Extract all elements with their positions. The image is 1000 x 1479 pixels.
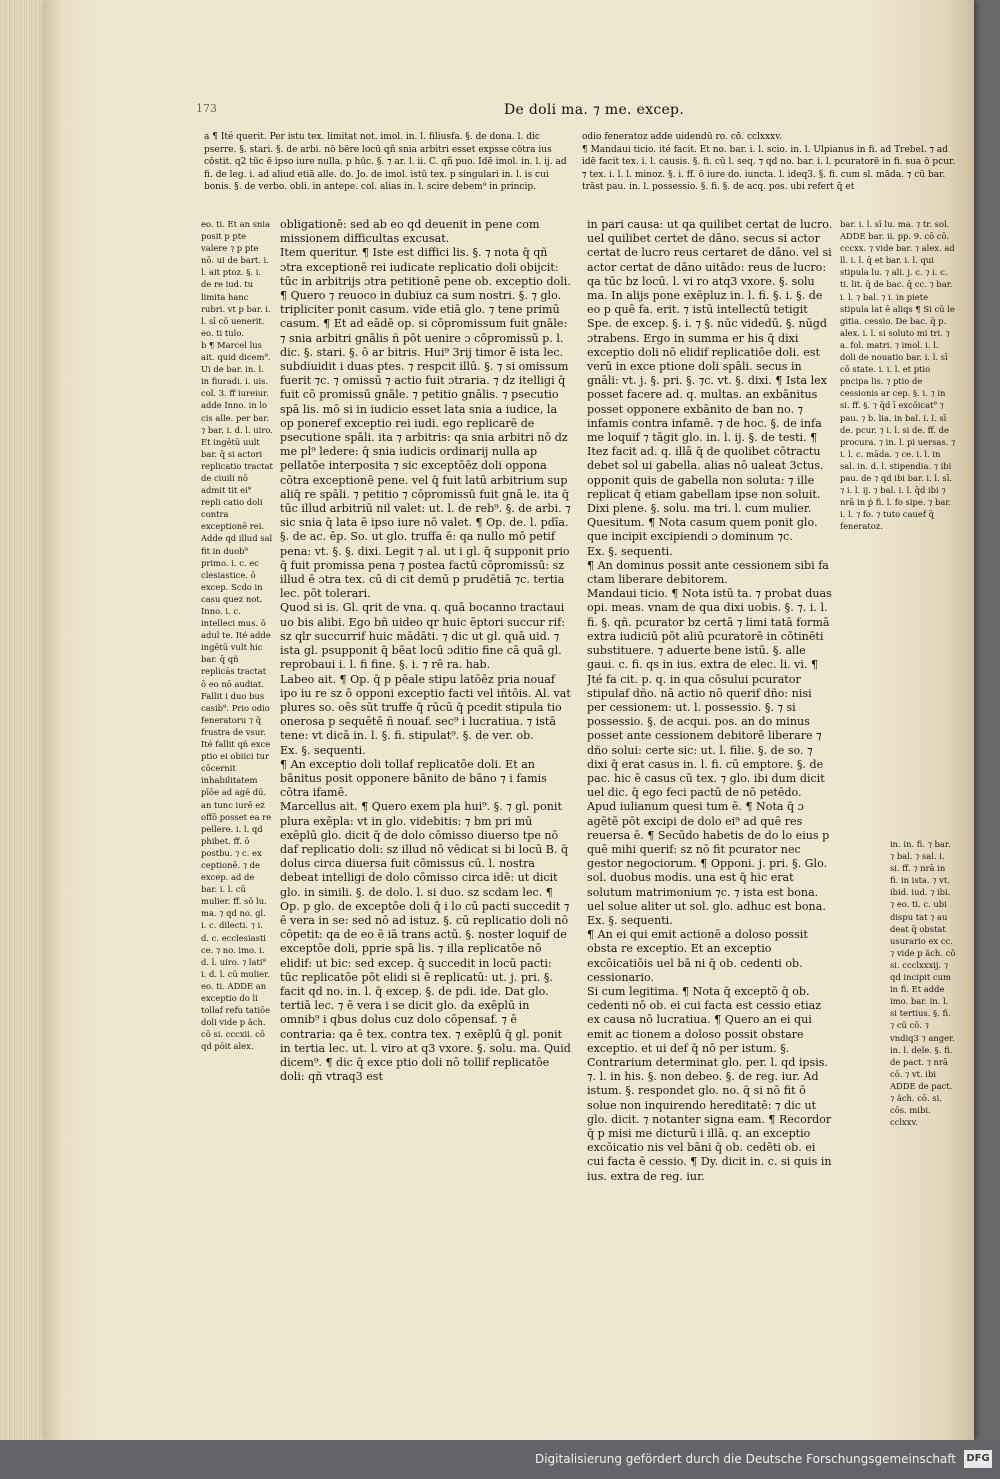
gloss-left-margin: eo. ti. Et an snia posit p pte valere ⁊ p pte nō. ui de bart. i. l. ait ptoz. §. i. de re iud. tu limita hanc rubri. vt p bar. i. l. sī cō uenerit. eo. ti tulo. b ¶ Marcel lus ait. quid dicem⁹. Ui de bar. in. l. in fiuradi. i. uis. col. 3. ff iureiur. adde Inno. in lo cis alle. per bar. ⁊ bar. i. d. l. uiro. Et ingētū uult bar. q̄ si actori replicatio tractat de ciuili nō admit tit ei⁹ repli catio doli contra exceptionē rei. Adde qd illud sal fit in duob⁹ primo. i. c. ec clesiastice. ō excep. Scdo in casu quez not. Inno. i. c. intelleci mus. ō adul te. Ité adde ingētū vult hic bar. q̄ qñ replicās tractat ō eo nō audiat. Fallit i duo bus casib⁹. Prio odio feneratoru ⁊ q̄ frustra de vsur. Ité fallit qñ exce ptio ei obiici tur cōcernit inhabilitatem pīōe ad agē dū. an tunc iurē ez offō posset ea re pellere. i. l. qd phibet. ff. ō postbu. ⁊ c. ex ceptionē. ⁊ de excep. ad de bar. i. l. cū mulier. ff. sō lu. ma. ⁊ qd no. gl. i. c. dilecti. ⁊ i. d. c. ecclesiasti ce. ⁊ no. imo. i. d. l. uiro. ⁊ lati⁹ i. d. l. cū mulier. eo. ti. ADDE an exceptio do li tollaf refu tatiōe doli vide p ãch. cō si. cccxii. cō qd pōit alex. [201, 219, 273, 1052]
gloss-right-margin-lower: in. in. fi. ⁊ bar. ⁊ bal. ⁊ sal. i. si. ff. ⁊ nrā in fi. in ista. ⁊ vt. ibid. iud. ⁊ ibi. ⁊ eo. ti. c. ubi dispu tat ⁊ au deat q̄ obstat usurario ex cc. ⁊ vide p ãch. cō si. ccclxxxij. ⁊ qd incipit cum in fi. Et adde imo. bar. in. l. si tertius. §. fi. ⁊ cū cō. ⁊ vndiq3 ⁊ anger. in. l. dele. §. fi. de pact. ⁊ nrā cō. ⁊ vt. ibi ADDE de pact. ⁊ ãch. cō. si. cōs. mibi. cclxxv. [890, 839, 956, 1128]
footer-credit: Digitalisierung gefördert durch die Deutsche Forschungsgemeinschaft [534, 1452, 956, 1466]
gloss-top-left: a ¶ Ité querit. Per istu tex. limitat not. imol. in. l. filiusfa. §. de dona. l. dic pserre. §. stari. §. de arbi. nō bēre locū qñ snia arbitri esset expsse cōtra ius cōstit. q2 tūc ē ipso iure nulla. p hūc. §. ⁊ ar. l. ii. C. qñ puo. Idē imol. in. l. ij. ad fi. de leg. i. ad aliud etiā alle. do. Jo. de imol. istū tex. p singulari in. l. is cui bonis. §. de verbo. obli. in antepe. col. alias in. l. scire debem⁹ in princip. [204, 132, 567, 193]
book-page [44, 0, 974, 1440]
main-text-column-right: in pari causa: ut qa quilibet certat de lucro. uel quilibet certet de dāno. secus si actor certat de lucro reus certaret de dāno. vel si actor certat de dāno uitādo: reus de lucro: qa tūc bz locū. l. vi ro atq3 vxore. §. solu ma. In alijs pone exēpluz in. l. fi. §. i. §. de eo p quē fa. erit. ⁊ istū intellectū tetigit Spe. de excep. §. i. ⁊ §. nūc videdū. §. nūgd ɔtrabens. Ergo in summa er his q̄ dixi exceptio doli nō elidif replicatiōe doli. est verū in exce ptione doli spāli. secus in gnāli: vt. j. §. pri. §. ⁊c. vt. §. dixi. ¶ Ista lex posset facere ad. q. multas. an exbānitus posset opponere exbānito de ban no. ⁊ infamis contra infamē. ⁊ de hoc. §. de infa me loquif ⁊ tāgit glo. in. l. ij. §. de testi. ¶ Itez facit ad. q. illā q̄ de quolibet cōtractu debet sol ui gabella. alias nō ualeat 3ctus. opponit quis de gabella non soluta: ⁊ ille replicat q̄ etiam gabellam ipse non soluit. Dixi plene. §. solu. ma tri. l. cum mulier. Quesitum. ¶ Nota casum quem ponit glo. que incipit excipiendi ɔ dominum ⁊c. Ex. §. sequenti. ¶ An dominus possit ante cessionem sibi fa ctam liberare debitorem. Mandaui ticio. ¶ Nota istū ta. ⁊ probat duas opi. meas. vnam de qua dixi uobis. §. ⁊. i. l. fi. §. qñ. pcurator bz certā ⁊ limi tatā formā extra iudiciū pōt aliū pcuratorē in cōtinēti substituere. ⁊ aduerte bene istū. §. alle gaui. c. fi. qs in ius. extra de elec. li. vi. ¶ Jté fa cit. p. q. in qua cōsului pcurator stipulaf dño. nā actio nō querif dño: nisi per cessionem: ut. l. possessio. §. ⁊ si possessio. §. de acqui. pos. an do minus posset ante cessionem debitorē liberare ⁊ dño solui: certe sic: ut. l. filie. §. de so. ⁊ dixi q̄ erat casus in. l. fi. cū emptore. §. de pac. hic ē casus cū tex. ⁊ glo. ibi dum dicit uel dic. q̄ ego feci pactū de nō petēdo. Apud iulianum quesi tum ē. ¶ Nota q̄ ɔ agētē pōt excipi de dolo ei⁹ ad quē res reuersa ē. ¶ Secūdo habetis de do lo eius p quē mihi querif: sz nō fit pcurator nec gestor negociorum. ¶ Opponi. j. pri. §. Glo. sol. duobus modis. una est q̄ hic erat solutum matrimonium ⁊c. ⁊ ista est bona. uel solue aliter ut sol. glo. adhuc est bona. Ex. §. sequenti. ¶ An ei qui emit actionē a doloso possit obsta re exceptio. Et an exceptio excōicatiōis uel bā ni q̄ ob. cedenti ob. cessionario. Si cum legitima. ¶ Nota q̄ exceptō q̄ ob. cedenti nō ob. ei cui facta est cessio etiaz ex causa nō lucratiua. ¶ Quero an ei qui emit ac tionem a doloso possit obstare exceptio. et ui def q̄ nō per istum. §. Contrarium determinat glo. per. l. qd ipsis. ⁊. l. in his. §. non debeo. §. de reg. iur. Ad istum. §. respondet glo. no. q̄ si nō fit ō solue non inquirendo hereditatē: ⁊ dic ut glo. dicit. ⁊ notanter signa eam. ¶ Recordor q̄ p misi me dicturū i illā. q. an exceptio excōicatio nis vel bāni q̄ ob. cedēti ob. ei cui facta ē cessio. ¶ Dy. dicit in. c. si quis in ius. extra de reg. iur. [587, 218, 833, 1183]
footer-bar [0, 1440, 1000, 1479]
running-title: De doli ma. ⁊ me. excep. [504, 102, 685, 118]
book-page-edges [0, 0, 46, 1440]
main-text-column-left: obligationē: sed ab eo qd deuenit in pene com missionem difficultas excusat. Item queritur. ¶ Iste est diffici lis. §. ⁊ nota q̄ qñ ɔtra exceptionē rei iudicate replicatio doli obijcit: tūc in arbitrijs ɔtra petitionē pene ob. exceptio doli. ¶ Quero ⁊ reuoco in dubiuz ca sum nostri. §. ⁊ glo. tripliciter ponit casum. vide etiā glo. ⁊ tene primū casum. ¶ Et ad eādē op. si cōpromissum fuit gnāle: ⁊ snia arbitri gnālis ñ pōt uenire ɔ cōpromissū p. l. dic. §. stari. §. ō ar bitris. Hui⁹ 3rij timor ē ista lec. subdiuidit i duas ptes. ⁊ respcit illū. §. ⁊ si omissum fuerit ⁊c. ⁊ omissū ⁊ actio fuit ɔtraria. ⁊ dz itelligi q̄ fuit cō promissū gnāle. ⁊ petitio gnālis. ⁊ psecutio spā lis. mō si in iudicio esset lata snia a iudice, la op poneref exceptio rei iudi. ego replicarē de psecutione spāli. ita ⁊ arbitris: qa snia arbitri nō dz me pl⁹ ledere: q̄ snia iudicis ordinarij nulla ap pellatōe interposita ⁊ sic exceptōēz doli oppona cōtra exceptionē pene. vel q̄ fuit latū arbitrium sup aliq̄ re spāli. ⁊ petitio ⁊ cōpromissū fuit gnā le. ita q̄ tūc illud arbitriū nil valet: ut. l. de reb⁹. §. de arbi. ⁊ sic snia q̄ lata ē ipso iure nō valet. ¶ Op. de. l. pdīa. §. de ac. ēp. So. ut glo. truffa ē: qa nullo mō petif pena: vt. §. §. dixi. Legit ⁊ al. ut i gl. q̄ supponit prio q̄ fuit promissa pena ⁊ postea factū cōpromissū: sz illud ē ɔtra tex. cū di cit demū p prudētiā ⁊c. tertia lec. pōt tolerari. Quod si is. Gl. qrit de vna. q. quā bocanno tractaui uo bis alibi. Ego bñ uideo qr huic ēptori succur rif: sz qlr succurrif huic mādāti. ⁊ dic ut gl. quā uid. ⁊ ista gl. psupponit q̄ bēat locū ɔditio fine cā quā gl. reprobaui i. l. fi fine. §. i. ⁊ rē ra. hab. Labeo ait. ¶ Op. q̄ p pēale stipu latōēz pria nouaf ipo iu re sz ō opponi exceptio facti vel iñtōis. Al. vat plures so. oēs sūt truffe q̄ rūcū q̄ pcedit stipula tio onerosa p sequētē ñ nouaf. sec⁹ i lucratiua. ⁊ istā tene: vt dicā in. l. §. fi. stipulat⁹. §. de ver. ob. Ex. §. sequenti. ¶ An exceptio doli tollaf replicatōe doli. Et an bānitus posit opponere bānito de bāno ⁊ i famis cōtra ifamē. Marcellus ait. ¶ Quero exem pla hui⁹. §. ⁊ gl. ponit plura exēpla: vt in glo. videbitis: ⁊ bm pri mū exēplū glo. dicit q̄ de dolo cōmisso diuerso tpe nō daf replicatio doli: sz illud nō vēdicat si bi locū B. q̄ dolus circa diuersa fuit cōmissus cū. l. nostra debeat intelligi de dolo cōmisso circa idē: ut dicit glo. in simili. §. de dolo. l. si duo. sz scdam lec. ¶ Op. p glo. de exceptōe doli q̄ i lo cū pacti succedit ⁊ ē vera in se: sed nō ad istuz. §. cū replicatio doli nō cōpetit: qa de eo ē iā trans actū. §. noster loquif de exceptōe doli, pprie spā lis. ⁊ illa replicatōe nō elidif: ut bic: sed excep. q̄ succedit in locū pacti: tūc replicatōe pōt elidi si ē replicatū: ut. j. pri. §. facit qd no. in. l. q̄ excep. §. de pdi. ide. Dat glo. tertiā lec. ⁊ ē vera i se dicit glo. da exēplū in omnib⁹ i qbus dolus cuz dolo cōpensaf. ⁊ ē contraria: qa ē tex. contra tex. ⁊ exēplū q̄ gl. ponit in tertia lec. ut. l. viro at q3 vxore. §. solu. ma. Quid dicem⁹. ¶ dic q̄ exce ptio doli nō tollif replicatōe doli: qñ vtraq3 est [280, 218, 571, 1084]
page-text-area [44, 0, 974, 1440]
dfg-logo: DFG [964, 1450, 992, 1468]
folio-number: 173 [196, 102, 217, 115]
gloss-right-margin: bar. i. l. sī lu. ma. ⁊ tr. sol. ADDE bar. ii. pp. 9. cō cō. cccxx. ⁊ vide bar. ⁊ alex. ad ll. i. l. q̄ et bar. i. l. qui stipula lu. ⁊ ali. j. c. ⁊ i. c. ti. lit. q̄ de bac. q̄ cc. ⁊ bar. i. l. ⁊ bal. ⁊ i. in piete stipula lat ē aliqs ¶ Si cū le gitia. cessio. De bac. q̄ p. alex. i. l. si soluto mi tri. ⁊ a. fol. matri. ⁊ imol. i. l. doli de nouatio bar. i. l. sī cō state. i. i. l. et ptio pncipa lis. ⁊ ptio de cessionis ar cep. §. i. ⁊ in si. ff. §. ⁊ q̄d ī excōicat⁹ ⁊ pau. ⁊ b. lia. in bal. i. l. sī de. pcur. ⁊ i. l. si de. ff. de procura. ⁊ in. l. pi uersas. ⁊ i. l. c. māda. ⁊ ce. i. l. in sal. in. d. l. stipendia. ⁊ ibi pau. de ⁊ qd ibi bar. i. l. sī. ⁊ i. l. ij. ⁊ bal. i. l. q̄d ibi ⁊ nrā in ṗ fi. l. fo sipe. ⁊ bar. i. l. ⁊ fo. ⁊ tuto cauef q̄ feneratoz. [840, 219, 956, 532]
gloss-top-right: odio feneratoz adde uidendū ro. cō̄. cclxxxv. ¶ Mandaui ticio. ité facit. Et no. bar. i. l. scio. in. l. Ulpianus in fi. ad Trebel. ⁊ ad idē facit tex. i. l. causis. §. fi. cū l. seq. ⁊ qd no. bar. i. l. pcuratorē in fi. sua ō pcur. ⁊ tex. i. l. l. minoz. §. i. ff. ō iure do. iuncta. l. ideq3. §. fi. cum sl. māda. ⁊ cū bar. trāst pau. in. l. possessio. §. fi. §. de acq. pos. ubi refert q̄ et [582, 132, 956, 193]
